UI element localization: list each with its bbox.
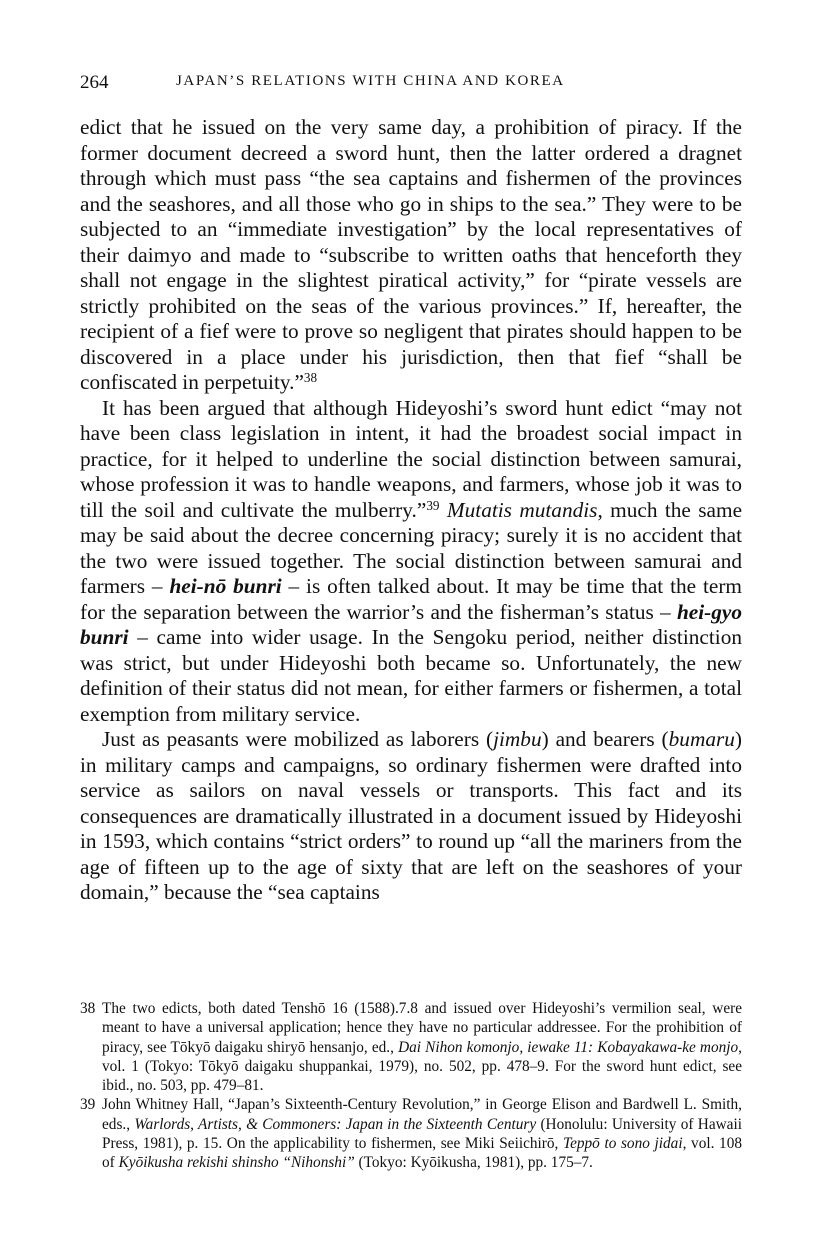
footnote-text: [102, 1096, 742, 1171]
text-run: (Honolulu: University of Hawaii Press, 1981), p. 15. On the applicability to fishermen, see Miki Seiichirō,: [102, 1115, 742, 1153]
footnote-39: [80, 1095, 742, 1172]
footnote-number: 39: [80, 1096, 96, 1114]
paragraph-continued: [80, 115, 742, 396]
italic-text: Mutatis mutandis: [446, 497, 598, 522]
text-run: , vol. 1 (Tokyo: Tōkyō daigaku shuppankai, 1979), no. 502, pp. 478–9. For the sword hunt edict, see ibid., no. 503, pp. 479–81.: [102, 1038, 742, 1095]
romanized-term: hei-gyo bunri: [80, 599, 742, 649]
text-run: ) and bearers (: [541, 727, 669, 751]
body-text: [80, 115, 742, 906]
footnote-38: [80, 999, 742, 1095]
text-run: – is often talked about. It may be time that the term for the separation between the warrior’s and the fisherman’s status –: [80, 574, 742, 624]
paragraph-sword-hunt: [80, 396, 742, 728]
text-run: ) in military camps and campaigns, so ordinary fishermen were drafted into service as sailors on naval vessels or transports. This fact and its consequences are dramatically illustrated in a document issued by Hideyoshi in 1593, which contains “strict orders” to round up “all the mariners from the age of fifteen up to the age of sixty that are left on the seashores of your domain,” because the “sea captains: [80, 727, 742, 904]
footnote-text: [102, 1000, 742, 1094]
italic-text: Kyōikusha rekishi shinsho “Nihonshi”: [118, 1154, 355, 1172]
italic-text: Warlords, Artists, & Commoners: Japan in the Sixteenth Century: [134, 1115, 537, 1133]
text-run: , vol. 108 of: [102, 1135, 742, 1172]
running-header: [80, 72, 740, 100]
footnotes: [80, 999, 742, 1173]
text-run: The two edicts, both dated Tenshō 16 (1588).7.8 and issued over Hideyoshi’s vermilion seal, were meant to have a universal application; hence they have no particular addressee. For the prohibition of piracy, see Tōkyō daigaku shiryō hensanjo, ed.,: [102, 1000, 742, 1056]
text-run: Just as peasants were mobilized as laborers (: [102, 727, 494, 751]
footnote-number: 38: [80, 1000, 96, 1017]
text-run: – came into wider usage. In the Sengoku period, neither distinction was strict, but under Hideyoshi both became so. Unfortunately, the new definition of their status did not mean, for either farmers or fishermen, a total exemption from military service.: [80, 625, 742, 726]
running-title: JAPAN’S RELATIONS WITH CHINA AND KOREA: [176, 73, 565, 89]
text-run: It has been argued that although Hideyoshi’s sword hunt edict “may not have been class legislation in intent, it had the broadest social impact in practice, for it helped to underline the social distinction between samurai, whose profession it was to handle weapons, and farmers, whose job it was to till the soil and cultivate the mulberry.”: [80, 395, 742, 522]
text-run: John Whitney Hall, “Japan’s Sixteenth-Century Revolution,” in George Elison and Bardwell L. Smith, eds.,: [102, 1096, 742, 1133]
italic-text: Dai Nihon komonjo, iewake 11: Kobayakawa-ke monjo: [398, 1038, 739, 1056]
italic-text: jimbu: [493, 727, 542, 751]
text-run: edict that he issued on the very same day, a prohibition of piracy. If the former document decreed a sword hunt, then the latter ordered a dragnet through which must pass “the sea captains and fishermen of the provinces and the seashores, and all those who go in ships to the sea.” They were to be subjected to an “immediate investigation” by the local representatives of their daimyo and made to “subscribe to written oaths that henceforth they shall not engage in the slightest piratical activity,” for “pirate vessels are strictly prohibited on the seas of the various provinces.” If, hereafter, the recipient of a fief were to prove so negligent that pirates should happen to be discovered in a place under his jurisdiction, then that fief “shall be confiscated in perpetuity.”: [80, 115, 742, 394]
text-run: , much the same may be said about the decree concerning piracy; surely it is no accident that the two were issued together. The social distinction between samurai and farmers –: [80, 497, 743, 598]
italic-text: bumaru: [668, 727, 735, 751]
footnote-ref: 39: [426, 497, 440, 513]
romanized-term: hei-nō bunri: [169, 574, 282, 598]
italic-text: Teppō to sono jidai: [562, 1135, 683, 1153]
paragraph-fishermen: [80, 727, 742, 906]
text-run: [440, 498, 447, 522]
page-number: 264: [80, 72, 109, 93]
footnote-ref: 38: [303, 369, 318, 385]
text-run: (Tokyo: Kyōikusha, 1981), pp. 175–7.: [354, 1154, 593, 1172]
